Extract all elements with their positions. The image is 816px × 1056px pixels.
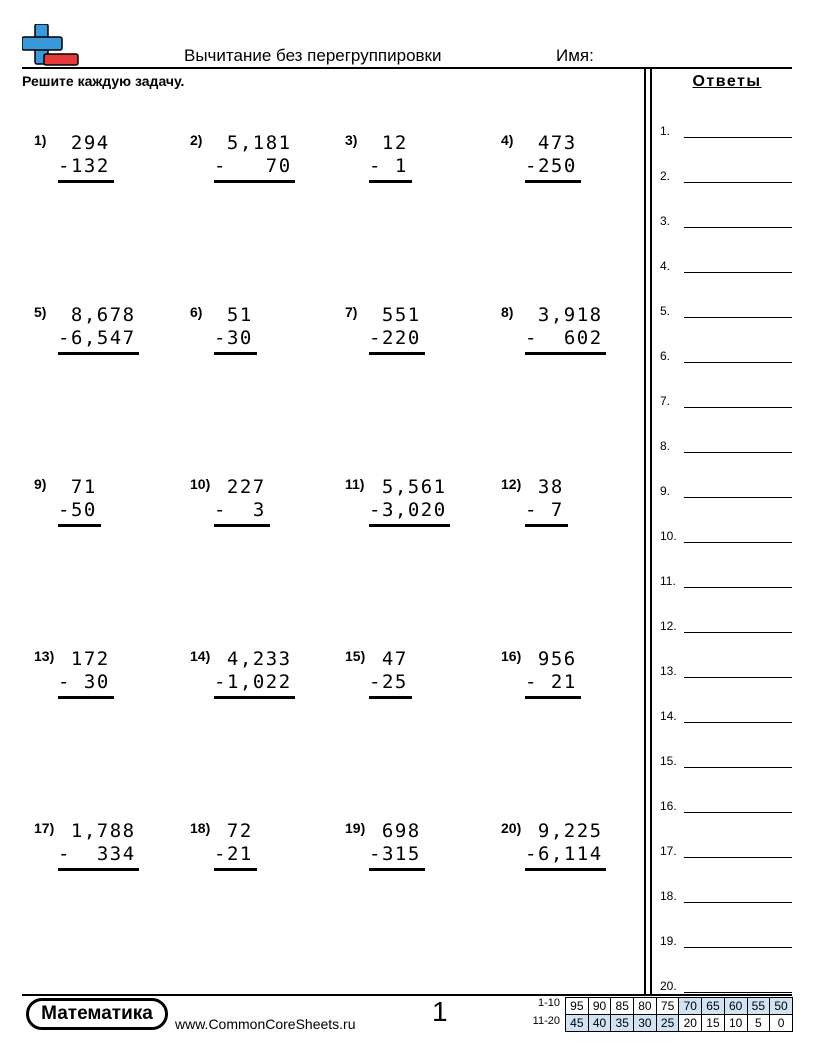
instructions: Решите каждую задачу. bbox=[22, 73, 185, 89]
answer-rule bbox=[369, 868, 425, 871]
answer-line[interactable] bbox=[660, 349, 794, 369]
worksheet-title: Вычитание без перегруппировки bbox=[184, 46, 442, 65]
answer-rule bbox=[369, 696, 412, 699]
subtrahend: -132 bbox=[58, 155, 110, 177]
minuend: 5,561 bbox=[381, 476, 447, 498]
problem-number: 3) bbox=[345, 132, 358, 148]
problem-number: 7) bbox=[345, 304, 358, 320]
minuend: 473 bbox=[537, 132, 577, 154]
subtraction-problem bbox=[501, 132, 651, 192]
subtrahend: -1,022 bbox=[214, 671, 292, 693]
score-cell: 30 bbox=[634, 1015, 657, 1032]
minuend: 38 bbox=[537, 476, 564, 498]
subtraction-problem bbox=[345, 476, 495, 536]
problem-number: 11) bbox=[345, 476, 365, 492]
answer-number: 11. bbox=[660, 574, 676, 588]
answer-blank[interactable] bbox=[684, 857, 792, 858]
answer-rule bbox=[525, 180, 581, 183]
answer-line[interactable] bbox=[660, 844, 794, 864]
answer-blank[interactable] bbox=[684, 677, 792, 678]
answer-rule bbox=[58, 524, 101, 527]
problem-number: 2) bbox=[190, 132, 203, 148]
minuend: 956 bbox=[537, 648, 577, 670]
answer-rule bbox=[214, 180, 295, 183]
page-number: 1 bbox=[432, 996, 448, 1027]
answer-line[interactable] bbox=[660, 664, 794, 684]
answer-number: 13. bbox=[660, 664, 677, 678]
problem-number: 13) bbox=[34, 648, 55, 664]
minuend: 698 bbox=[381, 820, 421, 842]
answer-blank[interactable] bbox=[684, 587, 792, 588]
problem-number: 14) bbox=[190, 648, 211, 664]
answer-line[interactable] bbox=[660, 439, 794, 459]
subtrahend: -315 bbox=[369, 843, 421, 865]
answer-rule bbox=[58, 352, 139, 355]
subtraction-problem bbox=[34, 476, 184, 536]
problem-number: 16) bbox=[501, 648, 522, 664]
minuend: 8,678 bbox=[70, 304, 136, 326]
minuend: 294 bbox=[70, 132, 110, 154]
answer-rule bbox=[525, 696, 581, 699]
answer-line[interactable] bbox=[660, 124, 794, 144]
subtrahend: -6,547 bbox=[58, 327, 136, 349]
answer-number: 9. bbox=[660, 484, 671, 498]
answer-number: 2. bbox=[660, 169, 671, 183]
answer-rule bbox=[525, 868, 606, 871]
answer-line[interactable] bbox=[660, 979, 794, 999]
subtrahend: - 30 bbox=[58, 671, 110, 693]
score-cell: 25 bbox=[656, 1015, 679, 1032]
minuend: 172 bbox=[70, 648, 110, 670]
problem-number: 5) bbox=[34, 304, 47, 320]
subtraction-problem bbox=[34, 132, 184, 192]
answer-number: 10. bbox=[660, 529, 677, 543]
answer-blank[interactable] bbox=[684, 632, 792, 633]
minuend: 9,225 bbox=[537, 820, 603, 842]
subtraction-problem bbox=[190, 820, 340, 880]
score-cell: 50 bbox=[770, 998, 793, 1015]
math-badge: Математика bbox=[26, 998, 168, 1030]
score-row bbox=[566, 1015, 793, 1032]
subtrahend: - 3 bbox=[214, 499, 266, 521]
problem-number: 20) bbox=[501, 820, 522, 836]
score-cell: 65 bbox=[702, 998, 725, 1015]
minuend: 4,233 bbox=[226, 648, 292, 670]
subtrahend: - 7 bbox=[525, 499, 564, 521]
minuend: 3,918 bbox=[537, 304, 603, 326]
answer-line[interactable] bbox=[660, 934, 794, 954]
answer-number: 17. bbox=[660, 844, 677, 858]
answer-line[interactable] bbox=[660, 889, 794, 909]
problem-number: 6) bbox=[190, 304, 203, 320]
answer-number: 20. bbox=[660, 979, 677, 993]
problem-number: 4) bbox=[501, 132, 514, 148]
score-cell: 60 bbox=[724, 998, 747, 1015]
answer-rule bbox=[58, 180, 114, 183]
answer-blank[interactable] bbox=[684, 362, 792, 363]
subtrahend: - 1 bbox=[369, 155, 408, 177]
subtraction-problem bbox=[190, 132, 340, 192]
answer-line[interactable] bbox=[660, 214, 794, 234]
problem-number: 10) bbox=[190, 476, 211, 492]
subtrahend: -25 bbox=[369, 671, 408, 693]
answer-number: 19. bbox=[660, 934, 677, 948]
answer-number: 16. bbox=[660, 799, 677, 813]
score-cell: 5 bbox=[747, 1015, 770, 1032]
answer-rule bbox=[525, 524, 568, 527]
answer-number: 6. bbox=[660, 349, 671, 363]
answer-blank[interactable] bbox=[684, 272, 792, 273]
minuend: 5,181 bbox=[226, 132, 292, 154]
subtrahend: -6,114 bbox=[525, 843, 603, 865]
name-label: Имя: bbox=[556, 46, 594, 65]
subtrahend: - 602 bbox=[525, 327, 603, 349]
answer-line[interactable] bbox=[660, 709, 794, 729]
answer-number: 4. bbox=[660, 259, 671, 273]
problem-number: 9) bbox=[34, 476, 47, 492]
score-row-label: 11-20 bbox=[532, 1015, 560, 1027]
answer-number: 5. bbox=[660, 304, 671, 318]
answer-number: 18. bbox=[660, 889, 677, 903]
answer-blank[interactable] bbox=[684, 452, 792, 453]
subtraction-problem bbox=[345, 648, 495, 708]
minuend: 551 bbox=[381, 304, 421, 326]
score-cell: 90 bbox=[588, 998, 611, 1015]
score-cell: 95 bbox=[566, 998, 589, 1015]
answer-rule bbox=[369, 352, 425, 355]
answer-number: 3. bbox=[660, 214, 671, 228]
answer-rule bbox=[214, 868, 257, 871]
answer-line[interactable] bbox=[660, 529, 794, 549]
site-url: www.CommonCoreSheets.ru bbox=[175, 1016, 356, 1032]
subtrahend: - 21 bbox=[525, 671, 577, 693]
score-cell: 70 bbox=[679, 998, 702, 1015]
answer-blank[interactable] bbox=[684, 767, 792, 768]
answer-line[interactable] bbox=[660, 259, 794, 279]
answer-line[interactable] bbox=[660, 754, 794, 774]
problem-number: 17) bbox=[34, 820, 55, 836]
score-cell: 15 bbox=[702, 1015, 725, 1032]
answer-number: 12. bbox=[660, 619, 677, 633]
answer-line[interactable] bbox=[660, 304, 794, 324]
answer-blank[interactable] bbox=[684, 542, 792, 543]
subtrahend: -50 bbox=[58, 499, 97, 521]
answer-blank[interactable] bbox=[684, 227, 792, 228]
answer-rule bbox=[525, 352, 606, 355]
problem-number: 19) bbox=[345, 820, 366, 836]
subtraction-problem bbox=[190, 304, 340, 364]
answer-blank[interactable] bbox=[684, 137, 792, 138]
problem-number: 1) bbox=[34, 132, 47, 148]
answer-number: 14. bbox=[660, 709, 677, 723]
answer-blank[interactable] bbox=[684, 317, 792, 318]
problem-number: 12) bbox=[501, 476, 522, 492]
answer-blank[interactable] bbox=[684, 722, 792, 723]
minuend: 1,788 bbox=[70, 820, 136, 842]
answer-line[interactable] bbox=[660, 619, 794, 639]
answer-blank[interactable] bbox=[684, 497, 792, 498]
subtrahend: - 334 bbox=[58, 843, 136, 865]
answer-rule bbox=[369, 524, 450, 527]
answer-line[interactable] bbox=[660, 799, 794, 819]
subtraction-problem bbox=[501, 476, 651, 536]
score-cell: 55 bbox=[747, 998, 770, 1015]
subtrahend: - 70 bbox=[214, 155, 292, 177]
answer-line[interactable] bbox=[660, 169, 794, 189]
answer-line[interactable] bbox=[660, 394, 794, 414]
subtraction-problem bbox=[34, 304, 184, 364]
answer-number: 8. bbox=[660, 439, 671, 453]
score-row bbox=[566, 998, 793, 1015]
subtrahend: -3,020 bbox=[369, 499, 447, 521]
score-cell: 75 bbox=[656, 998, 679, 1015]
subtrahend: -250 bbox=[525, 155, 577, 177]
minuend: 227 bbox=[226, 476, 266, 498]
answer-number: 15. bbox=[660, 754, 677, 768]
minuend: 51 bbox=[226, 304, 253, 326]
score-table bbox=[565, 997, 793, 1032]
minuend: 12 bbox=[381, 132, 408, 154]
answer-rule bbox=[58, 696, 114, 699]
answer-line[interactable] bbox=[660, 484, 794, 504]
minuend: 71 bbox=[70, 476, 97, 498]
answer-rule bbox=[214, 524, 270, 527]
subtraction-problem bbox=[190, 476, 340, 536]
answer-blank[interactable] bbox=[684, 812, 792, 813]
answers-title: Ответы bbox=[692, 73, 762, 90]
answer-number: 1. bbox=[660, 124, 671, 138]
subtraction-problem bbox=[34, 820, 184, 880]
subtraction-problem bbox=[190, 648, 340, 708]
answer-rule bbox=[214, 696, 295, 699]
subtraction-problem bbox=[345, 304, 495, 364]
score-cell: 80 bbox=[634, 998, 657, 1015]
subtrahend: -21 bbox=[214, 843, 253, 865]
score-cell: 85 bbox=[611, 998, 634, 1015]
subtrahend: -30 bbox=[214, 327, 253, 349]
plus-minus-logo-icon bbox=[22, 24, 80, 68]
subtrahend: -220 bbox=[369, 327, 421, 349]
score-cell: 45 bbox=[566, 1015, 589, 1032]
score-row-label: 1-10 bbox=[537, 997, 560, 1009]
score-cell: 20 bbox=[679, 1015, 702, 1032]
score-cell: 35 bbox=[611, 1015, 634, 1032]
answer-blank[interactable] bbox=[684, 902, 792, 903]
subtraction-problem bbox=[501, 304, 651, 364]
minuend: 47 bbox=[381, 648, 408, 670]
subtraction-problem bbox=[34, 648, 184, 708]
problem-number: 15) bbox=[345, 648, 366, 664]
problem-number: 18) bbox=[190, 820, 211, 836]
score-cell: 40 bbox=[588, 1015, 611, 1032]
answer-rule bbox=[58, 868, 139, 871]
problem-number: 8) bbox=[501, 304, 514, 320]
answer-line[interactable] bbox=[660, 574, 794, 594]
answer-blank[interactable] bbox=[684, 947, 792, 948]
header-rule bbox=[22, 67, 792, 69]
answer-rule bbox=[214, 352, 257, 355]
answer-blank[interactable] bbox=[684, 992, 792, 993]
score-cell: 0 bbox=[770, 1015, 793, 1032]
subtraction-problem bbox=[345, 132, 495, 192]
subtraction-problem bbox=[501, 648, 651, 708]
subtraction-problem bbox=[345, 820, 495, 880]
answer-rule bbox=[369, 180, 412, 183]
answer-blank[interactable] bbox=[684, 182, 792, 183]
minuend: 72 bbox=[226, 820, 253, 842]
score-cell: 10 bbox=[724, 1015, 747, 1032]
subtraction-problem bbox=[501, 820, 651, 880]
answer-blank[interactable] bbox=[684, 407, 792, 408]
answer-number: 7. bbox=[660, 394, 671, 408]
